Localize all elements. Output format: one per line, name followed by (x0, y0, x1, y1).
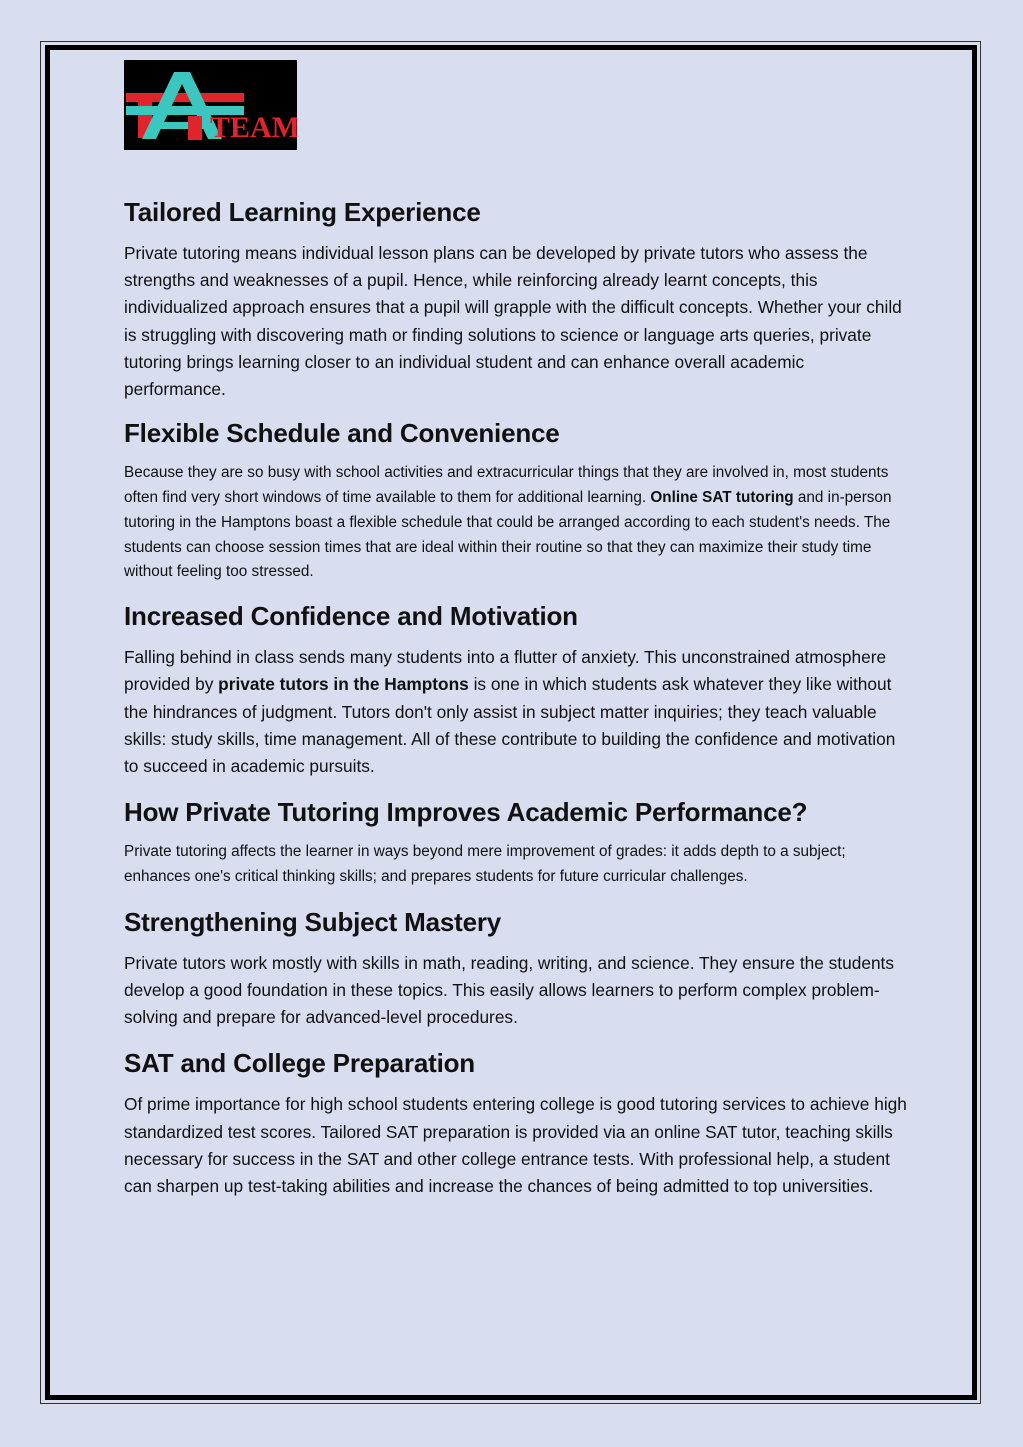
body-text: and in-person tutoring in the Hamptons boast a flexible schedule that could be arranged according to each student's needs. The students can choose session times that are ideal within their routine so that they can maximize their study time without feeling too stressed. (124, 489, 892, 581)
body-text: Falling behind in class sends many students into a flutter of anxiety. This unconstrained atmosphere provided by (124, 647, 887, 695)
section-body: Private tutoring means individual lesson plans can be developed by private tutors who assess the strengths and weaknesses of a pupil. Hence, while reinforcing already learnt concepts, this individualized approach ensures that a pupil will grapple with the difficult concepts. Whether your child is struggling with discovering math or finding solutions to science or language arts queries, private tutoring brings learning closer to an individual student and can enhance overall academic performance. (124, 243, 902, 400)
section-confidence-motivation (124, 598, 909, 780)
body-text: is one in which students ask whatever they like without the hindrances of judgment. Tutors don't only assist in subject matter inquiries; they teach valuable skills: study skills, time management. All of these contribute to building the confidence and motivation to succeed in academic pursuits. (124, 674, 896, 777)
a-team-logo-graphic (124, 60, 297, 150)
section-academic-performance (124, 794, 909, 890)
private-tutors-hamptons-link[interactable]: private tutors in the Hamptons (218, 674, 469, 695)
section-body (124, 461, 909, 585)
logo-wordmark: TEAM (210, 111, 297, 144)
body-text: Because they are so busy with school activities and extracurricular things that they are involved in, most students often find very short windows of time available to them for additional learning. (124, 464, 889, 507)
article-content (124, 194, 909, 1200)
section-flexible-schedule (124, 415, 909, 585)
section-heading: Flexible Schedule and Convenience (124, 418, 560, 449)
section-subject-mastery (124, 904, 909, 1032)
a-team-logo (124, 60, 297, 150)
section-body: Private tutors work mostly with skills in math, reading, writing, and science. They ensure the students develop a good foundation in these topics. This easily allows learners to perform complex problem-solving and prepare for advanced-level procedures. (124, 952, 894, 1028)
section-body: Of prime importance for high school students entering college is good tutoring services to achieve high standardized test scores. Tailored SAT preparation is provided via an online SAT tutor, teaching skills necessary for success in the SAT and other college entrance tests. With professional help, a student can sharpen up test-taking abilities and increase the chances of being admitted to top universities. (124, 1094, 907, 1197)
section-body: Private tutoring affects the learner in ways beyond mere improvement of grades: it adds depth to a subject; enhances one's critical thinking skills; and prepares students for future curricular challenges. (124, 843, 846, 886)
section-tailored-learning (124, 194, 909, 403)
section-heading: SAT and College Preparation (124, 1048, 475, 1079)
section-heading: How Private Tutoring Improves Academic Performance? (124, 797, 808, 828)
section-heading: Tailored Learning Experience (124, 197, 481, 227)
section-heading: Strengthening Subject Mastery (124, 906, 502, 937)
section-sat-college-prep (124, 1045, 909, 1200)
section-body (124, 644, 909, 780)
online-sat-tutoring-link[interactable]: Online SAT tutoring (650, 489, 794, 507)
section-heading: Increased Confidence and Motivation (124, 601, 578, 632)
